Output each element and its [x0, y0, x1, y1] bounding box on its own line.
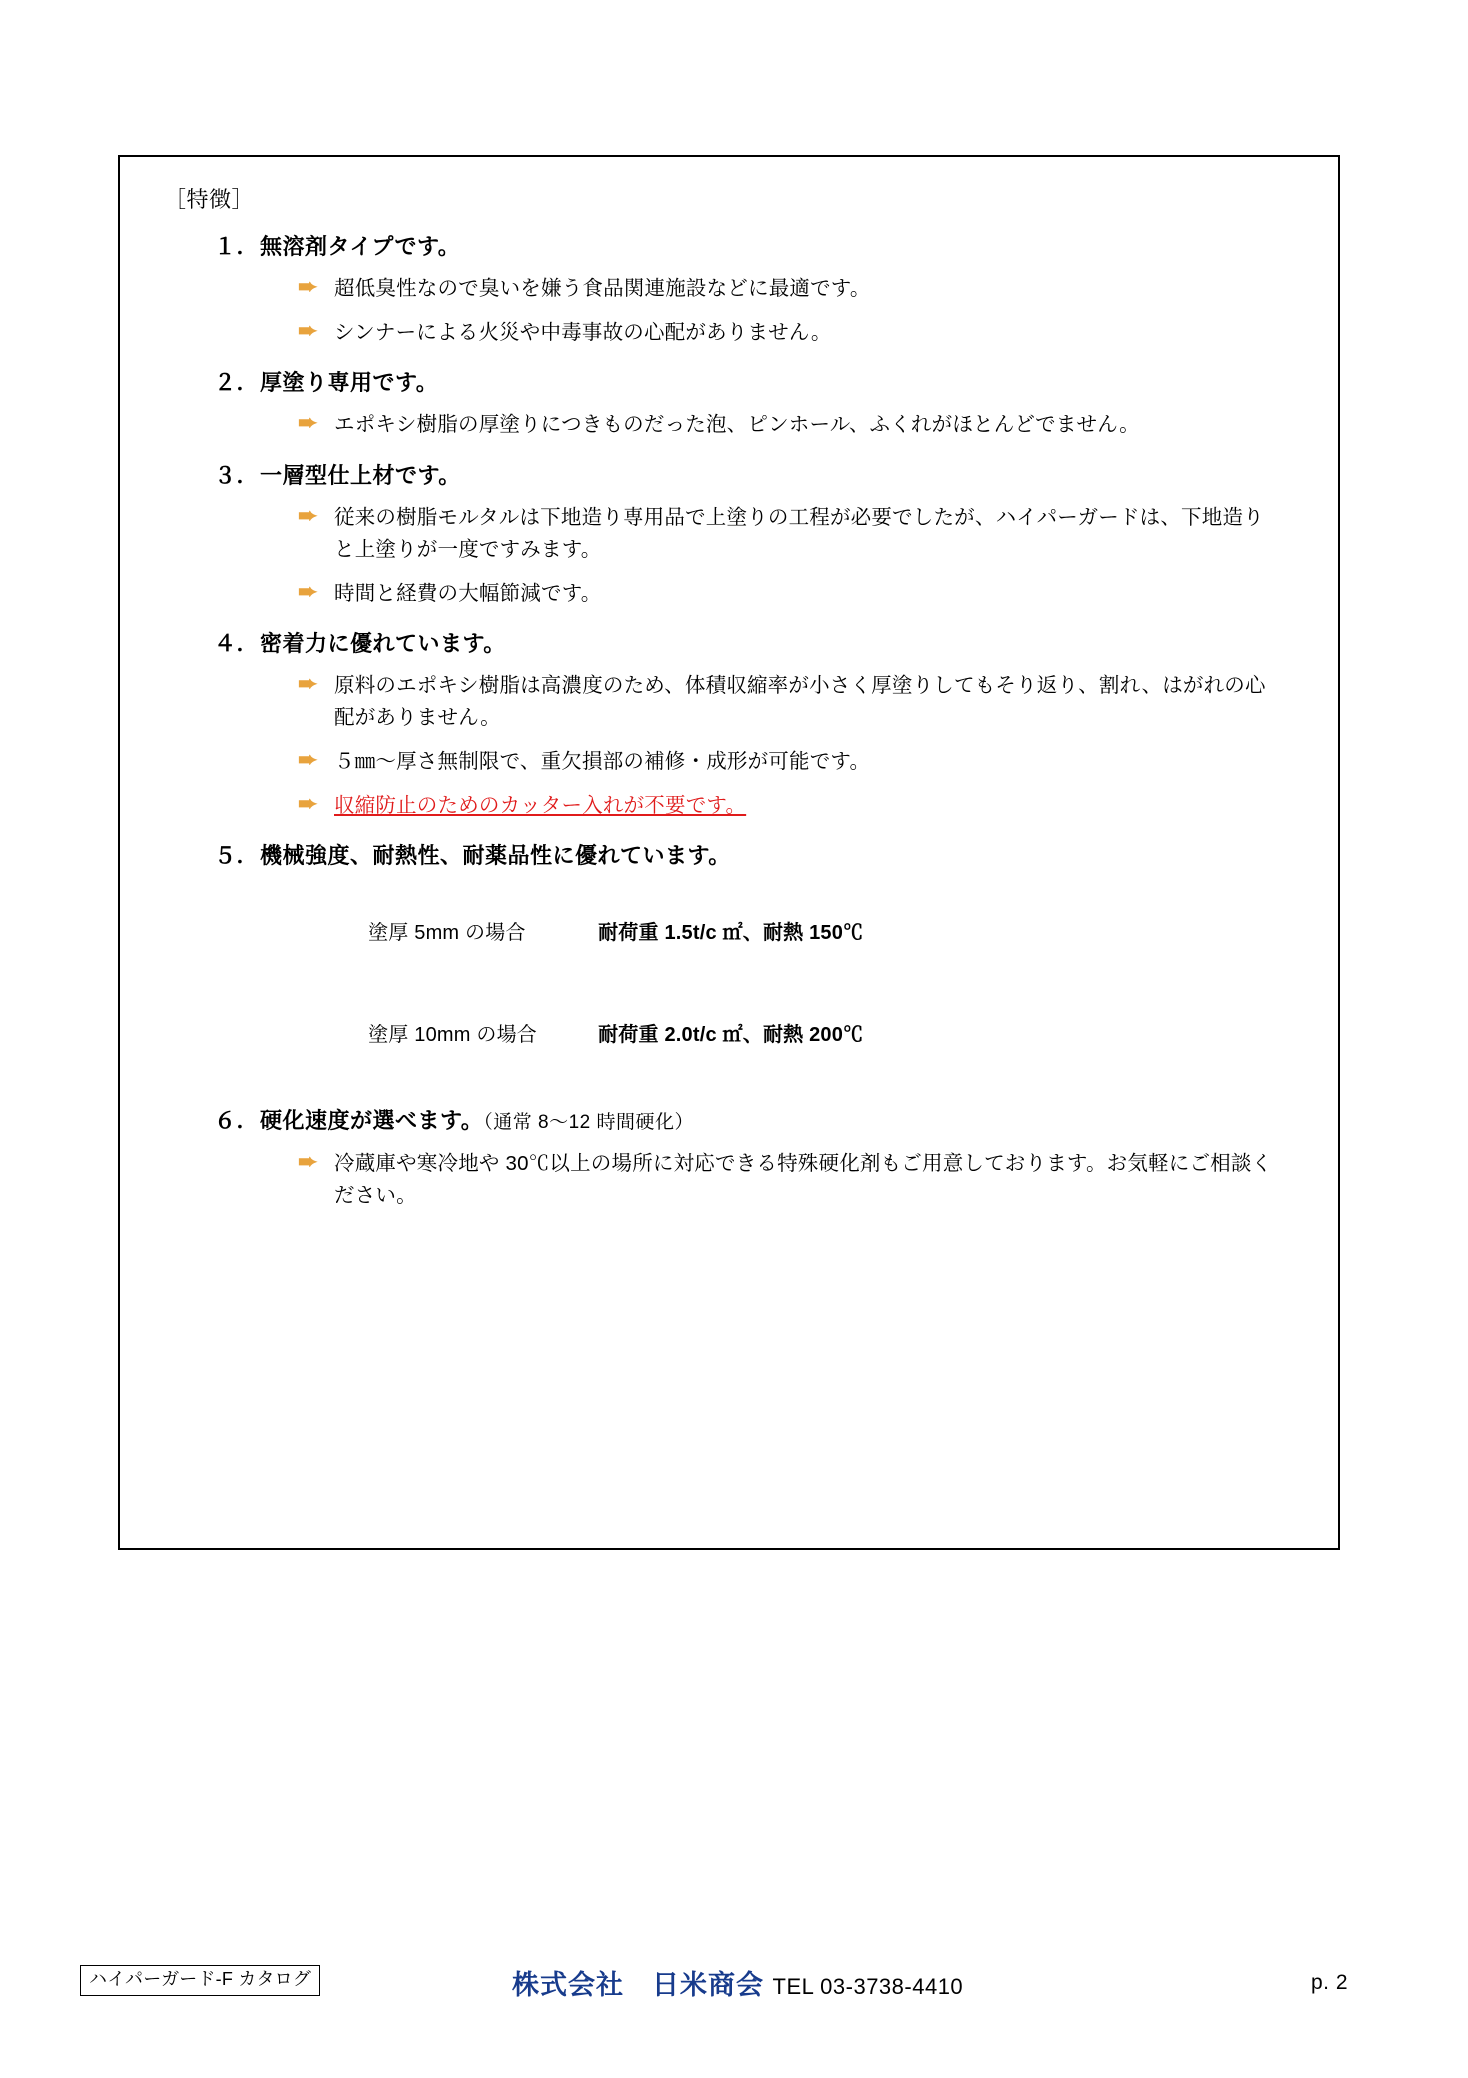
feature-item-1: [154, 230, 1304, 349]
feature-item-1-bullets: [154, 273, 1304, 349]
feature-item-3-heading: [214, 459, 1304, 492]
feature-item-5-heading: [214, 839, 1304, 872]
page-title: ［特徴］: [164, 187, 255, 212]
list-item: [294, 409, 1274, 441]
footer-company-name: 株式会社 日米商会: [512, 1970, 764, 2000]
list-item-text: 超低臭性なので臭いを嫌う食品関連施設などに最適です。: [334, 276, 871, 300]
feature-item-4-title: 密着力に優れています。: [260, 631, 506, 657]
list-item-text: 収縮防止のためのカッター入れが不要です。: [334, 793, 747, 817]
arrow-bullet-icon: ➨: [298, 745, 318, 772]
footer-catalog-tag: ハイパーガード-F カタログ: [80, 1965, 320, 1996]
list-item-text: 原料のエポキシ樹脂は高濃度のため、体積収縮率が小さく厚塗りしてもそり返り、割れ、はがれの心配がありません。: [334, 674, 1266, 730]
feature-item-4: [154, 627, 1304, 821]
feature-item-3-bullets: [154, 502, 1304, 609]
arrow-bullet-icon: ➨: [298, 670, 318, 697]
feature-item-2-title: 厚塗り専用です。: [260, 370, 439, 396]
footer-page-number: p. 2: [1310, 1971, 1348, 1994]
feature-item-4-number: ４．: [214, 631, 260, 657]
feature-item-2-bullets: [154, 409, 1304, 441]
list-item: [294, 502, 1274, 566]
footer-company: [512, 1963, 963, 2002]
feature-item-1-title: 無溶剤タイプです。: [260, 233, 461, 259]
feature-item-5-number: ５．: [214, 843, 260, 869]
feature-item-3-title: 一層型仕上材です。: [260, 463, 461, 489]
feature-item-3: [154, 459, 1304, 609]
footer-telephone: TEL 03-3738-4410: [772, 1974, 964, 1999]
table-row: [299, 984, 1304, 1086]
list-item-text: 冷蔵庫や寒冷地や 30℃以上の場所に対応できる特殊硬化剤もご用意しております。お気軽にご相談ください。: [334, 1151, 1273, 1207]
arrow-bullet-icon: ➨: [298, 272, 318, 299]
list-item-text: ５㎜～厚さ無制限で、重欠損部の補修・成形が可能です。: [334, 749, 871, 773]
feature-item-1-heading: [214, 230, 1304, 263]
arrow-bullet-icon: ➨: [298, 409, 318, 436]
feature-item-6-number: ６．: [214, 1108, 260, 1134]
list-item: [294, 670, 1274, 734]
spec-label: 塗厚 5mm の場合: [368, 922, 526, 945]
table-row: [299, 882, 1304, 984]
feature-item-6-heading: [214, 1104, 1304, 1138]
arrow-bullet-icon: ➨: [298, 316, 318, 343]
arrow-bullet-icon: ➨: [298, 789, 318, 816]
list-item: [294, 273, 1274, 305]
feature-item-1-number: １．: [214, 233, 260, 259]
arrow-bullet-icon: ➨: [298, 502, 318, 529]
list-item-highlighted: [294, 790, 1274, 822]
feature-item-4-bullets: [154, 670, 1304, 821]
feature-item-2: [154, 366, 1304, 441]
spec-value: 耐荷重 2.0t/c ㎡、耐熱 200℃: [598, 1024, 864, 1047]
page-footer: [0, 1965, 1468, 2025]
arrow-bullet-icon: ➨: [298, 1147, 318, 1174]
feature-item-4-heading: [214, 627, 1304, 660]
list-item: [294, 1148, 1274, 1212]
spec-label: 塗厚 10mm の場合: [368, 1024, 537, 1047]
list-item-text: エポキシ樹脂の厚塗りにつきものだった泡、ピンホール、ふくれがほとんどでません。: [334, 413, 1140, 437]
list-item-text: 従来の樹脂モルタルは下地造り専用品で上塗りの工程が必要でしたが、ハイパーガードは、下地造りと上塗りが一度ですみます。: [334, 506, 1264, 561]
features-box: [118, 155, 1340, 1550]
feature-item-6-bullets: [154, 1148, 1304, 1212]
feature-item-3-number: ３．: [214, 463, 260, 489]
feature-item-6-title: 硬化速度が選べます。: [260, 1108, 484, 1134]
list-item: [294, 317, 1274, 349]
spec-table: [299, 882, 1304, 1086]
list-item: [294, 578, 1274, 610]
spec-value: 耐荷重 1.5t/c ㎡、耐熱 150℃: [598, 922, 864, 945]
feature-item-2-number: ２．: [214, 370, 260, 396]
feature-item-5: [154, 839, 1304, 1086]
arrow-bullet-icon: ➨: [298, 577, 318, 604]
feature-item-5-title: 機械強度、耐熱性、耐薬品性に優れています。: [260, 843, 731, 869]
features-box-inner: [120, 157, 1338, 1257]
list-item-text: 時間と経費の大幅節減です。: [334, 581, 602, 605]
feature-item-2-heading: [214, 366, 1304, 399]
list-item-text: シンナーによる火災や中毒事故の心配がありません。: [334, 320, 832, 344]
list-item: [294, 746, 1274, 778]
feature-item-6-note: （通常 8～12 時間硬化）: [483, 1112, 695, 1134]
feature-item-6: [154, 1104, 1304, 1211]
